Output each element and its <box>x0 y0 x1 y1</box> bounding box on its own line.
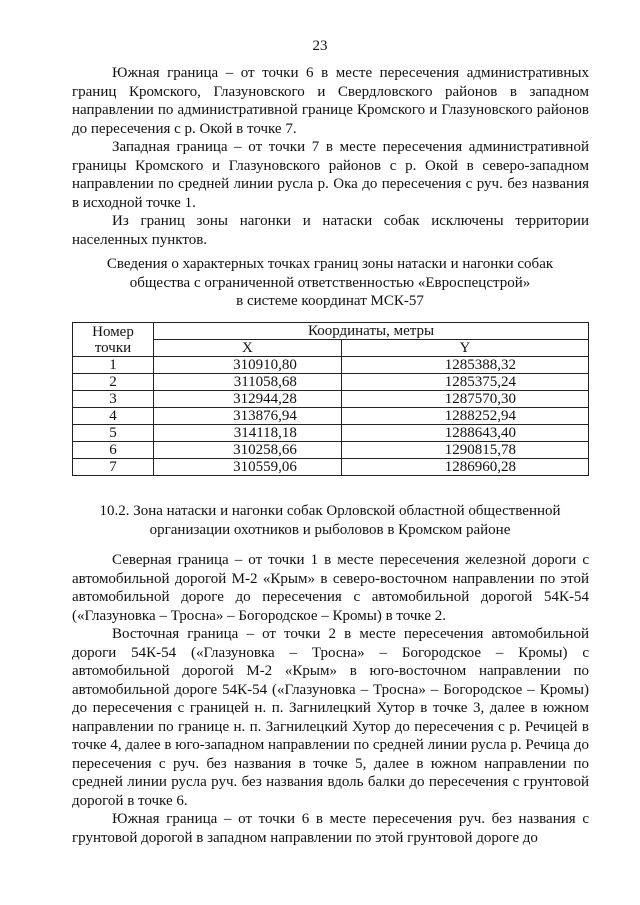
heading-line: организации охотников и рыболовов в Кромском районе <box>149 521 511 538</box>
page-number: 23 <box>312 38 328 54</box>
paragraph: Из границ зоны нагонки и натаски собак исключены территории населенных пунктов. <box>72 213 589 248</box>
paragraph: Западная граница – от точки 7 в месте пересечения административной границы Кромского и Глазуновского районов с р. Окой в северо-западном направлении по средней линии русла р. Ока до пересечения с руч. без названия в исходной точке 1. <box>72 139 589 211</box>
paragraph: Восточная граница – от точки 2 в месте пересечения автомобильной дороги 54К-54 («Глазуновка – Тросна» – Богородское – Кромы) с автомобильной дорогой М-2 «Крым» в юго-восточном направлении по автомобильной дороге 54К-54 («Глазуновка – Тросна» – Богородское – Кромы) до пересечения с границей н. п. Загнилецкий Хутор в точке 3, далее в южном направлении по границе н. п. Загнилецкий Хутор до пересечения с р. Речицей в точке 4, далее в юго-западном направлении по средней линии русла р. Речица до пересечения с руч. без названия в точке 5, далее в южном направлении по средней линии русла руч. без названия вдоль балки до пересечения с грунтовой дорогой в точке 6. <box>72 626 589 809</box>
heading-line: 10.2. Зона натаски и нагонки собак Орловской областной общественной <box>99 503 561 519</box>
table-row: 5 314118,18 1288643,40 <box>73 425 589 442</box>
table-row: 3 312944,28 1287570,30 <box>73 391 589 408</box>
text-block-top <box>72 64 589 249</box>
paragraph: Южная граница – от точки 6 в месте пересечения административных границ Кромского, Глазуновского и Свердловского районов в западном направлении по административной границе Кромского и Глазуновского районов до пересечения с р. Окой в точке 7. <box>72 65 589 137</box>
header-coordinates: Координаты, метры <box>154 323 589 340</box>
section-heading <box>60 502 600 539</box>
caption-line: в системе координат МСК-57 <box>236 293 424 309</box>
coordinates-table <box>72 322 589 476</box>
caption-line: общества с ограниченной ответственностью «Евроспецстрой» <box>129 274 531 291</box>
paragraph: Южная граница – от точки 6 в месте пересечения руч. без названия с грунтовой дорогой в западном направлении по этой грунтовой дороге до <box>72 811 589 846</box>
header-y: Y <box>341 340 588 357</box>
table-row: 1 310910,80 1285388,32 <box>73 357 589 374</box>
table-row: 7 310559,06 1286960,28 <box>73 459 589 476</box>
table-caption <box>60 255 600 311</box>
text-block-bottom <box>72 551 589 847</box>
caption-line: Сведения о характерных точках границ зоны натаски и нагонки собак <box>106 256 554 272</box>
table-row: 4 313876,94 1288252,94 <box>73 408 589 425</box>
header-point-number: Номер точки <box>73 323 154 357</box>
table-row: 2 311058,68 1285375,24 <box>73 374 589 391</box>
paragraph: Северная граница – от точки 1 в месте пересечения железной дороги с автомобильной дорогой М-2 «Крым» в северо-восточном направлении по этой автомобильной дороге до пересечения с автомобильной дорогой 54К-54 («Глазуновка – Тросна» – Богородское – Кромы) в точке 2. <box>72 552 589 624</box>
header-x: X <box>154 340 342 357</box>
table-row: 6 310258,66 1290815,78 <box>73 442 589 459</box>
